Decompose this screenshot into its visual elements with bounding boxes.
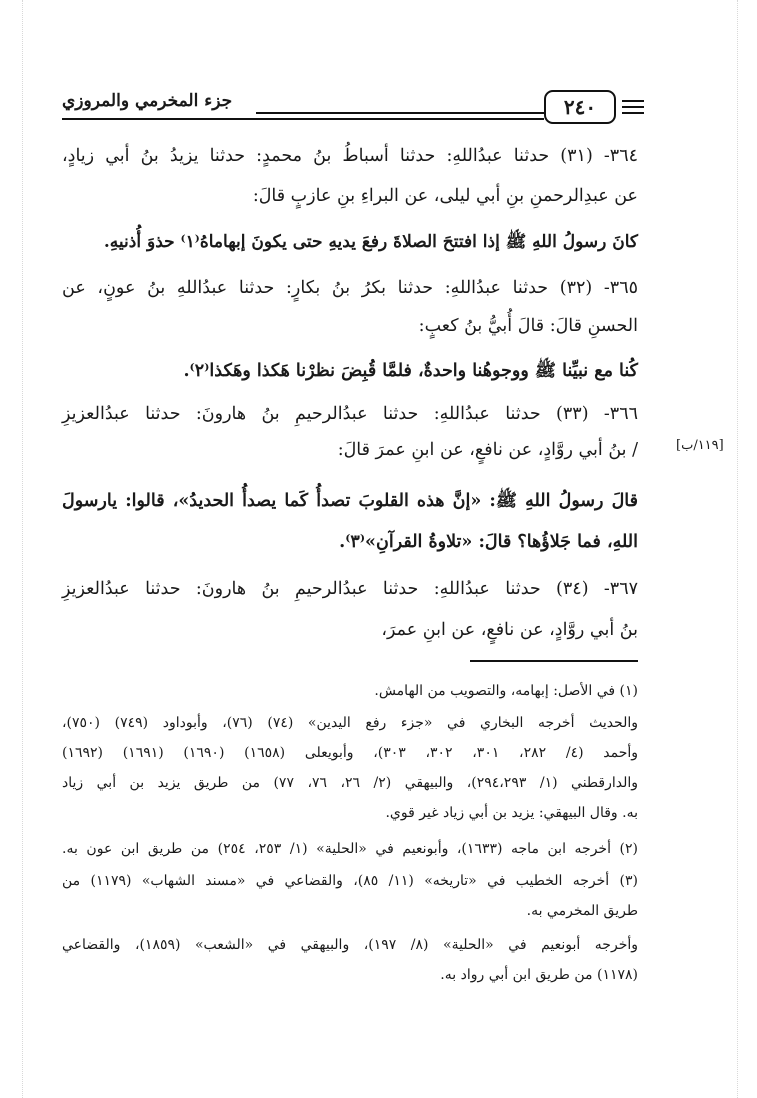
footnote-3-line-4: (١١٧٨) من طريق ابن أبي رواد به. bbox=[440, 967, 638, 983]
header-rule-lower bbox=[62, 118, 544, 120]
running-header-title: جزء المخرمي والمروزي bbox=[62, 91, 233, 111]
hadith-365-isnad-line-2: الحسنِ قالَ: قالَ أُبيُّ بنُ كعبٍ: bbox=[418, 316, 638, 336]
page-number-box bbox=[544, 90, 616, 124]
footnote-1-line-2: والحديث أخرجه البخاري في «جزء رفع اليدين» (٧٤) (٧٦)، وأبوداود (٧٤٩) (٧٥٠)، bbox=[62, 715, 639, 731]
header-tail-2 bbox=[622, 106, 644, 108]
hadith-366-isnad-line-1: ٣٦٦- (٣٣) حدثنا عبدُاللهِ: حدثنا عبدُالرحيمِ بنُ هارونَ: حدثنا عبدُالعزيزِ bbox=[62, 404, 638, 424]
hadith-366-isnad-line-2: / بنُ أبي روَّادٍ، عن نافعٍ، عن ابنِ عمرَ قالَ: bbox=[337, 440, 638, 460]
footnote-3-line-1: (٣) أخرجه الخطيب في «تاريخه» (١١/ ٨٥)، والقضاعي في «مسند الشهاب» (١١٧٩) من bbox=[62, 873, 639, 889]
manuscript-folio-marker: [١١٩/ب] bbox=[676, 438, 724, 453]
footnote-1-line-3: وأحمد (٤/ ٢٨٢، ٣٠١، ٣٠٢، ٣٠٣)، وأبويعلى (١٦٥٨) (١٦٩٠) (١٦٩١) (١٦٩٢) bbox=[62, 745, 639, 761]
footnote-1-line-1: (١) في الأصل: إبهامه، والتصويب من الهامش. bbox=[374, 683, 638, 699]
footnote-2: (٢) أخرجه ابن ماجه (١٦٣٣)، وأبونعيم في «الحلية» (١/ ٢٥٣، ٢٥٤) من طريق ابن عون به. bbox=[62, 841, 638, 857]
hadith-365-isnad-line-1: ٣٦٥- (٣٢) حدثنا عبدُاللهِ: حدثنا بكرُ بنُ بكارٍ: حدثنا عبدُاللهِ بنُ عونٍ، عن bbox=[62, 278, 638, 298]
hadith-365-matn: كُنا مع نبيِّنا ﷺ ووجوهُنا واحدةٌ، فلمَّا قُبِضَ نظرْنا هَكذا وهَكذا⁽٢⁾. bbox=[183, 361, 638, 381]
scan-guide-right bbox=[737, 0, 738, 1098]
hadith-367-isnad-line-1: ٣٦٧- (٣٤) حدثنا عبدُاللهِ: حدثنا عبدُالرحيمِ بنُ هارونَ: حدثنا عبدُالعزيزِ bbox=[62, 579, 638, 599]
footnote-separator bbox=[470, 660, 638, 662]
hadith-367-isnad-line-2: بنُ أبي روَّادٍ، عن نافعٍ، عن ابنِ عمرَ، bbox=[381, 620, 638, 640]
scan-guide-left bbox=[22, 0, 23, 1098]
hadith-366-matn-line-2: اللهِ، فما جَلاؤُها؟ قالَ: «تلاوةُ القرآنِ»⁽٣⁾. bbox=[339, 532, 638, 552]
footnote-3-line-2: طريق المخرمي به. bbox=[526, 903, 638, 919]
page-number: ٢٤٠ bbox=[563, 95, 597, 119]
footnote-1-line-4: والدارقطني (١/ ٢٩٤،٢٩٣)، والبيهقي (٢/ ٢٦، ٧٦، ٧٧) من طريق يزيد بن أبي زياد bbox=[62, 775, 639, 791]
header-rule-upper bbox=[256, 112, 544, 114]
footnote-3-line-3: وأخرجه أبونعيم في «الحلية» (٨/ ١٩٧)، والبيهقي في «الشعب» (١٨٥٩)، والقضاعي bbox=[62, 937, 638, 953]
hadith-364-isnad-line-1: ٣٦٤- (٣١) حدثنا عبدُاللهِ: حدثنا أسباطُ بنُ محمدٍ: حدثنا يزيدُ بنُ أبي زيادٍ، bbox=[62, 146, 638, 166]
hadith-364-isnad-line-2: عن عبدِالرحمنِ بنِ أبي ليلى، عن البراءِ بنِ عازبٍ قالَ: bbox=[252, 186, 638, 206]
footnote-1-line-5: به. وقال البيهقي: يزيد بن أبي زياد غير قوي. bbox=[385, 805, 638, 821]
hadith-364-matn: كانَ رسولُ اللهِ ﷺ إذا افتتحَ الصلاةَ رفعَ يديهِ حتى يكونَ إبهاماهُ⁽١⁾ حذوَ أُذنيهِ. bbox=[103, 232, 638, 252]
header-tail-1 bbox=[622, 100, 644, 102]
hadith-366-matn-line-1: قالَ رسولُ اللهِ ﷺ: «إنَّ هذه القلوبَ تصدأُ كَما يصدأُ الحديدُ»، قالوا: يارسولَ bbox=[62, 491, 638, 511]
header-tail-3 bbox=[622, 112, 644, 114]
